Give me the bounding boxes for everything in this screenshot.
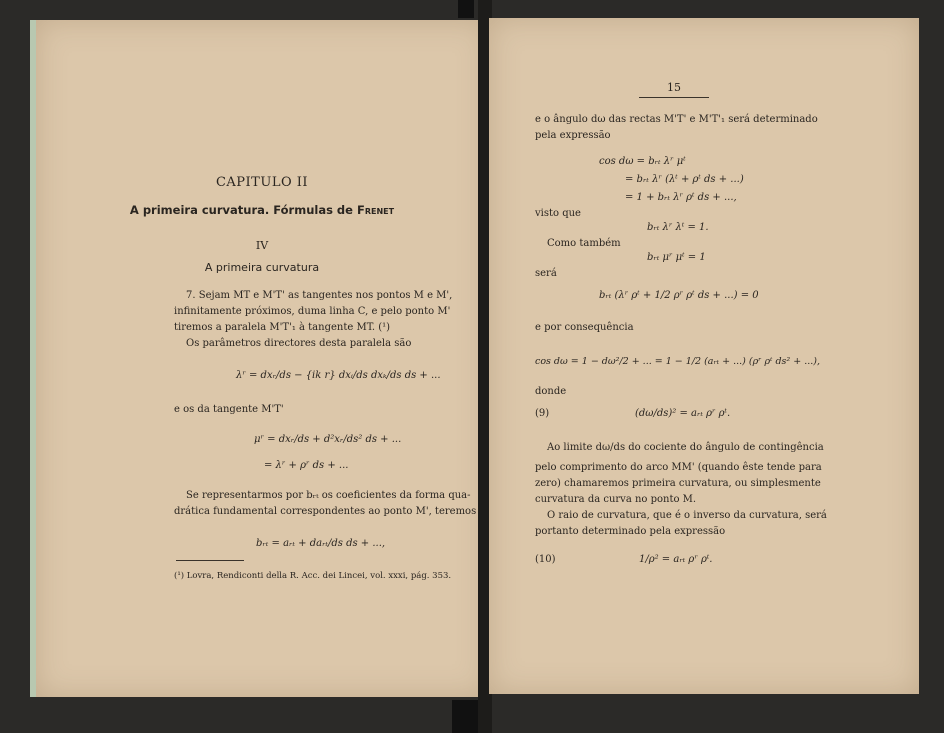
equation-mu: μʳ = dxᵣ/ds + d²xᵣ/ds² ds + ... <box>254 434 402 445</box>
text-line: e por consequência <box>535 322 634 333</box>
subtitle-name: Frenet <box>356 203 395 217</box>
section-title: A primeira curvatura <box>204 261 320 274</box>
chapter-title: CAPITULO II <box>215 175 309 190</box>
equation-cos: = 1 + bᵣₜ λʳ ρᵗ ds + ..., <box>625 192 737 203</box>
equation-cos: = bᵣₜ λʳ (λᵗ + ρᵗ ds + ...) <box>625 174 744 185</box>
text-line: curvatura da curva no ponto M. <box>535 494 697 505</box>
chapter-subtitle <box>36 204 488 216</box>
binding-clip <box>458 0 474 18</box>
subtitle-main: A primeira curvatura. Fórmulas de <box>129 203 357 217</box>
binding-clip <box>452 700 480 733</box>
text-line: drática fundamental correspondentes ao ponto M', teremos <box>174 506 477 517</box>
text-line: Ao limite dω/ds do cociente do ângulo de contingência <box>547 442 824 453</box>
left-page <box>30 20 488 697</box>
equation-10: 1/ρ² = aᵣₜ ρʳ ρᵗ. <box>639 554 713 565</box>
equation-norm: bᵣₜ μʳ μᵗ = 1 <box>647 252 706 263</box>
header-rule <box>639 97 709 98</box>
text-line: Se representarmos por bᵣₜ os coeficientes da forma qua- <box>186 490 471 501</box>
text-line: tiremos a paralela M'T'₁ à tangente MT. (¹) <box>174 322 391 333</box>
text-line: zero) chamaremos primeira curvatura, ou simplesmente <box>535 478 821 489</box>
equation-cos: cos dω = bᵣₜ λʳ μᵗ <box>599 156 686 167</box>
right-page <box>489 18 919 694</box>
equation-norm: bᵣₜ λʳ λᵗ = 1. <box>647 222 709 233</box>
text-line: O raio de curvatura, que é o inverso da curvatura, será <box>547 510 827 521</box>
text-line: portanto determinado pela expressão <box>535 526 726 537</box>
footnote-rule <box>176 560 244 561</box>
equation-9: (dω/ds)² = aᵣₜ ρʳ ρᵗ. <box>635 408 731 419</box>
page-number: 15 <box>667 81 681 94</box>
equation-lambda: λʳ = dxᵣ/ds − {ik r} dxᵢ/ds dxₖ/ds ds + ... <box>236 370 441 381</box>
text-line: e o ângulo dω das rectas M'T' e M'T'₁ será determinado <box>535 114 818 125</box>
text-line: 7. Sejam MT e M'T' as tangentes nos pontos M e M', <box>186 290 453 301</box>
text-line: Os parâmetros directores desta paralela são <box>186 338 412 349</box>
text-line: pela expressão <box>535 130 611 141</box>
text-line: Como também <box>547 238 621 249</box>
equation-zero: bᵣₜ (λʳ ρᵗ + 1/2 ρʳ ρᵗ ds + ...) = 0 <box>599 290 759 301</box>
text-line: pelo comprimento do arco MM' (quando êste tende para <box>535 462 822 473</box>
text-line: infinitamente próximos, duma linha C, e pelo ponto M' <box>174 306 451 317</box>
text-line: visto que <box>535 208 581 219</box>
equation-b: bᵣₜ = aᵣₜ + daᵣₜ/ds ds + ..., <box>256 538 386 549</box>
section-number: IV <box>255 239 269 252</box>
text-line: donde <box>535 386 567 397</box>
text-line: e os da tangente M'T' <box>174 404 284 415</box>
equation-mu-cont: = λʳ + ρʳ ds + ... <box>264 460 349 471</box>
footnote: (¹) Lovra, Rendiconti della R. Acc. dei Lincei, vol. xxxi, pág. 353. <box>174 571 452 581</box>
equation-long: cos dω = 1 − dω²/2 + ... = 1 − 1/2 (aᵣₜ + ...) (ρʳ ρᵗ ds² + ...), <box>535 356 820 367</box>
text-line: será <box>535 268 557 279</box>
equation-label: (10) <box>535 554 556 565</box>
equation-label: (9) <box>535 408 550 419</box>
